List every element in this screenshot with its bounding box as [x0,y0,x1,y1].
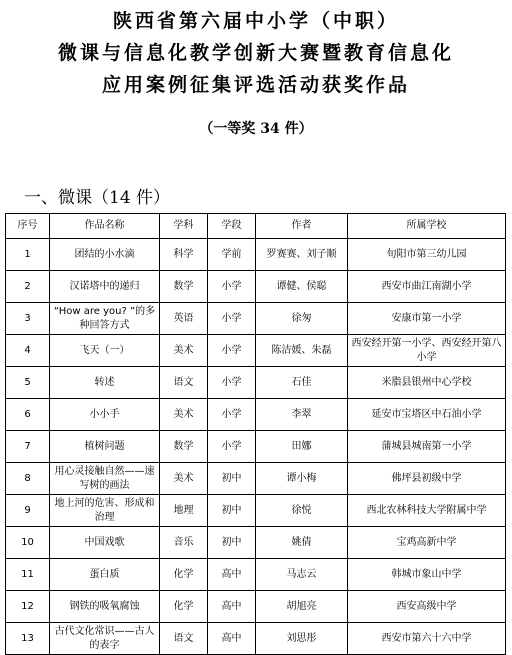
cell-stage: 高中 [208,559,256,591]
cell-subject: 美术 [160,463,208,495]
cell-subject: 地理 [160,495,208,527]
cell-work-title: 团结的小水滴 [50,239,160,271]
table-body [6,239,506,655]
cell-stage: 小学 [208,367,256,399]
cell-stage: 高中 [208,623,256,655]
cell-index: 9 [6,495,50,527]
cell-stage: 小学 [208,431,256,463]
cell-school: 西安市第六十六中学 [348,623,506,655]
document-title-line-1: 陕西省第六届中小学（中职） [112,10,399,32]
cell-work-title: 转述 [50,367,160,399]
cell-stage: 高中 [208,591,256,623]
cell-subject: 科学 [160,239,208,271]
table-row [6,303,506,335]
cell-index: 12 [6,591,50,623]
cell-stage: 小学 [208,399,256,431]
document-title-line-3: 应用案例征集评选活动获奖作品 [101,74,410,96]
cell-subject: 音乐 [160,527,208,559]
cell-author: 谭小梅 [256,463,348,495]
section-heading: 一、微课（14 件） [24,188,171,208]
cell-school: 西安高级中学 [348,591,506,623]
cell-author: 田娜 [256,431,348,463]
cell-work-title: 植树问题 [50,431,160,463]
cell-subject: 化学 [160,559,208,591]
cell-index: 10 [6,527,50,559]
cell-subject: 化学 [160,591,208,623]
cell-author: 姚倩 [256,527,348,559]
cell-stage: 初中 [208,527,256,559]
cell-work-title: 蛋白质 [50,559,160,591]
cell-author: 徐悦 [256,495,348,527]
cell-author: 马志云 [256,559,348,591]
cell-stage: 小学 [208,303,256,335]
cell-author: 罗赛赛、刘子顺 [256,239,348,271]
cell-index: 5 [6,367,50,399]
cell-school: 蒲城县城南第一小学 [348,431,506,463]
document-title-line-2: 微课与信息化教学创新大赛暨教育信息化 [57,42,454,64]
header-stage: 学段 [208,214,256,239]
table-row [6,623,506,655]
cell-school: 延安市宝塔区中石油小学 [348,399,506,431]
cell-author: 刘思彤 [256,623,348,655]
awards-table [5,213,506,655]
table-header-row [6,214,506,239]
cell-stage: 学前 [208,239,256,271]
cell-school: 韩城市象山中学 [348,559,506,591]
table-row [6,431,506,463]
cell-subject: 语文 [160,367,208,399]
cell-author: 陈洁媛、朱磊 [256,335,348,367]
cell-school: 西安经开第一小学、西安经开第八小学 [348,335,506,367]
table-row [6,399,506,431]
cell-work-title: 中国戏歌 [50,527,160,559]
cell-work-title: 地上河的危害、形成和治理 [50,495,160,527]
cell-school: 西安市曲江南湖小学 [348,271,506,303]
cell-subject: 数学 [160,431,208,463]
cell-subject: 美术 [160,335,208,367]
cell-work-title: 古代文化常识——古人的表字 [50,623,160,655]
header-school: 所属学校 [348,214,506,239]
cell-school: 宝鸡高新中学 [348,527,506,559]
cell-author: 李翠 [256,399,348,431]
award-count: （一等奖 34 件） [199,121,313,137]
cell-subject: 英语 [160,303,208,335]
cell-school: 西北农林科技大学附属中学 [348,495,506,527]
cell-school: 佛坪县初级中学 [348,463,506,495]
cell-stage: 初中 [208,463,256,495]
table-row [6,559,506,591]
cell-author: 石佳 [256,367,348,399]
cell-school: 安康市第一小学 [348,303,506,335]
cell-subject: 语文 [160,623,208,655]
table-row [6,463,506,495]
cell-index: 7 [6,431,50,463]
header-author: 作者 [256,214,348,239]
header-subject: 学科 [160,214,208,239]
cell-index: 13 [6,623,50,655]
header-work-title: 作品名称 [50,214,160,239]
cell-school: 米脂县银州中心学校 [348,367,506,399]
cell-index: 8 [6,463,50,495]
table-row [6,591,506,623]
table-row [6,495,506,527]
table-row [6,335,506,367]
table-row [6,527,506,559]
cell-author: 徐匆 [256,303,348,335]
cell-stage: 小学 [208,271,256,303]
cell-work-title: 汉诺塔中的递归 [50,271,160,303]
cell-index: 11 [6,559,50,591]
cell-index: 2 [6,271,50,303]
cell-stage: 小学 [208,335,256,367]
cell-work-title: 钢铁的吸氧腐蚀 [50,591,160,623]
cell-author: 胡旭亮 [256,591,348,623]
cell-school: 旬阳市第三幼儿园 [348,239,506,271]
table-row [6,271,506,303]
cell-subject: 美术 [160,399,208,431]
cell-index: 1 [6,239,50,271]
table-row [6,367,506,399]
cell-work-title: 用心灵接触自然——速写树的画法 [50,463,160,495]
cell-subject: 数学 [160,271,208,303]
cell-work-title: “How are you? ”的多种回答方式 [50,303,160,335]
cell-work-title: 飞天（一） [50,335,160,367]
header-index: 序号 [6,214,50,239]
table-row [6,239,506,271]
cell-index: 6 [6,399,50,431]
cell-index: 4 [6,335,50,367]
cell-author: 谭健、侯聪 [256,271,348,303]
cell-stage: 初中 [208,495,256,527]
cell-work-title: 小小手 [50,399,160,431]
cell-index: 3 [6,303,50,335]
